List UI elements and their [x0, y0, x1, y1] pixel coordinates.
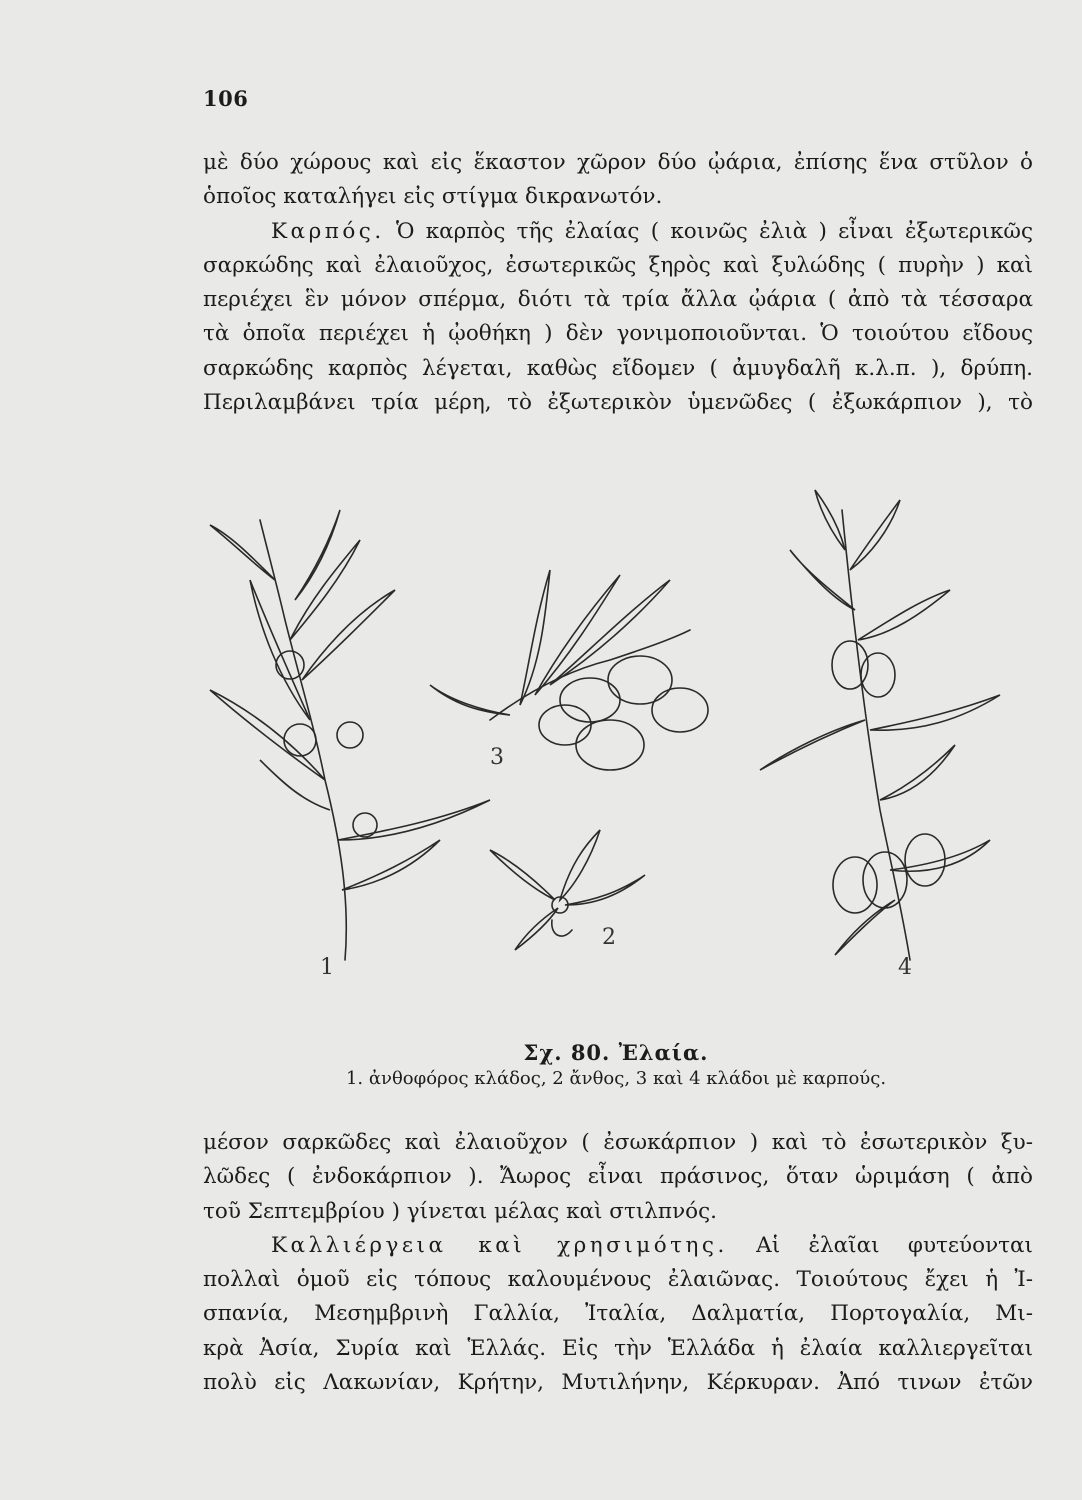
branch-4-leaf [790, 550, 855, 610]
text-block-bottom [203, 1126, 1033, 1400]
text-line: σπανία, Μεσημβρινὴ Γαλλία, Ἰταλία, Δαλματία, Πορτογαλία, Μι- [203, 1301, 1033, 1327]
figure-label-2: 2 [602, 925, 616, 950]
branch-1-leaf [338, 800, 490, 840]
flower-petal [560, 830, 600, 900]
text-line: τὰ ὁποῖα περιέχει ἡ ᾠοθήκη ) δὲν γονιμοποιοῦνται. Ὁ τοιούτου εἴδους [203, 321, 1033, 347]
branch-1-leaf [210, 525, 275, 580]
olive-branches-drawing [190, 480, 1050, 1000]
branch-3-leaf [430, 685, 510, 715]
olive-fruit [652, 688, 708, 732]
text-line: κρὰ Ἀσία, Συρία καὶ Ἑλλάς. Εἰς τὴν Ἑλλάδα ἡ ἐλαία καλλιεργεῖται [203, 1335, 1033, 1361]
figure-label-4: 4 [898, 955, 912, 980]
branch-1-leaf [302, 590, 395, 680]
olive-fruit [560, 678, 620, 722]
branch-3-leaf [550, 580, 670, 685]
page-number: 106 [203, 86, 249, 111]
figure-label-1: 1 [320, 955, 334, 980]
flower-calyx [552, 920, 572, 936]
flower-cluster [353, 813, 377, 837]
text-line: πολὺ εἰς Λακωνίαν, Κρήτην, Μυτιλήνην, Κέρκυραν. Ἀπό τινων ἐτῶν [203, 1370, 1033, 1396]
heading-cultivation: Καλλιέργεια καὶ χρησιμότης. [271, 1232, 728, 1258]
text-line: σαρκώδης καὶ ἐλαιοῦχος, ἐσωτερικῶς ξηρὸς καὶ ξυλώδης ( πυρὴν ) καὶ [203, 252, 1033, 278]
text-line: περιέχει ἓν μόνον σπέρμα, διότι τὰ τρία ἄλλα ᾠάρια ( ἀπὸ τὰ τέσσαρα [203, 287, 1033, 313]
text-line: μέσον σαρκῶδες καὶ ἐλαιοῦχον ( ἐσωκάρπιον ) καὶ τὸ ἐσωτερικὸν ξυ- [203, 1130, 1033, 1155]
paragraph-karpos-first-line [203, 215, 1033, 249]
flower-petal [515, 908, 558, 950]
olive-fruit [863, 852, 907, 908]
text-line: μὲ δύο χώρους καὶ εἰς ἕκαστον χῶρον δύο ᾠάρια, ἐπίσης ἕνα στῦλον ὁ [203, 150, 1033, 175]
text-line: Ὁ καρπὸς τῆς ἐλαίας ( κοινῶς ἐλιὰ ) εἶναι ἐξωτερικῶς [395, 218, 1034, 244]
text-line: Περιλαμβάνει τρία μέρη, τὸ ἐξωτερικὸν ὑμενῶδες ( ἐξωκάρπιον ), τὸ [203, 390, 1033, 416]
branch-4-leaf [880, 745, 955, 800]
branch-4-leaf [870, 695, 1000, 730]
flower-cluster [337, 722, 363, 748]
olive-illustration [190, 480, 1050, 1000]
text-line: πολλαὶ ὁμοῦ εἰς τόπους καλουμένους ἐλαιῶνας. Τοιούτους ἔχει ἡ Ἰ- [203, 1267, 1033, 1293]
olive-fruit [576, 720, 644, 770]
olive-fruit [539, 705, 591, 745]
heading-karpos: Καρπός. [271, 218, 385, 244]
branch-4-leaf [760, 720, 865, 770]
figure-label-3: 3 [490, 745, 504, 770]
flower-petal [490, 850, 555, 900]
branch-1-leaf [342, 840, 440, 890]
branch-1-leaf [295, 510, 340, 600]
olive-fruit [833, 857, 877, 913]
branch-4-leaf [858, 590, 950, 640]
text-line: ὁποῖος καταλήγει εἰς στίγμα δικρανωτόν. [203, 184, 663, 210]
text-line: Αἱ ἐλαῖαι φυτεύονται [756, 1232, 1033, 1258]
text-line: λῶδες ( ἐνδοκάρπιον ). Ἄωρος εἶναι πράσινος, ὅταν ὡριμάση ( ἀπὸ [203, 1164, 1033, 1190]
branch-4-leaf [850, 500, 900, 570]
figure-caption: 1. ἀνθοφόρος κλάδος, 2 ἄνθος, 3 καὶ 4 κλάδοι μὲ καρπούς. [345, 1068, 887, 1089]
olive-fruit [608, 656, 672, 704]
text-line: σαρκώδης καρπὸς λέγεται, καθὼς εἴδομεν ( ἀμυγδαλῆ κ.λ.π. ), δρύπη. [203, 355, 1033, 381]
branch-1-leaf [260, 760, 330, 810]
paragraph-cultivation-first-line [203, 1229, 1033, 1263]
branch-4-leaf [815, 490, 845, 550]
branch-3-stem [490, 630, 690, 720]
text-line: τοῦ Σεπτεμβρίου ) γίνεται μέλας καὶ στιλπνός. [203, 1198, 717, 1224]
flower-cluster [284, 724, 316, 756]
figure-title: Σχ. 80. Ἐλαία. [523, 1040, 709, 1065]
text-block-top [203, 146, 1033, 420]
